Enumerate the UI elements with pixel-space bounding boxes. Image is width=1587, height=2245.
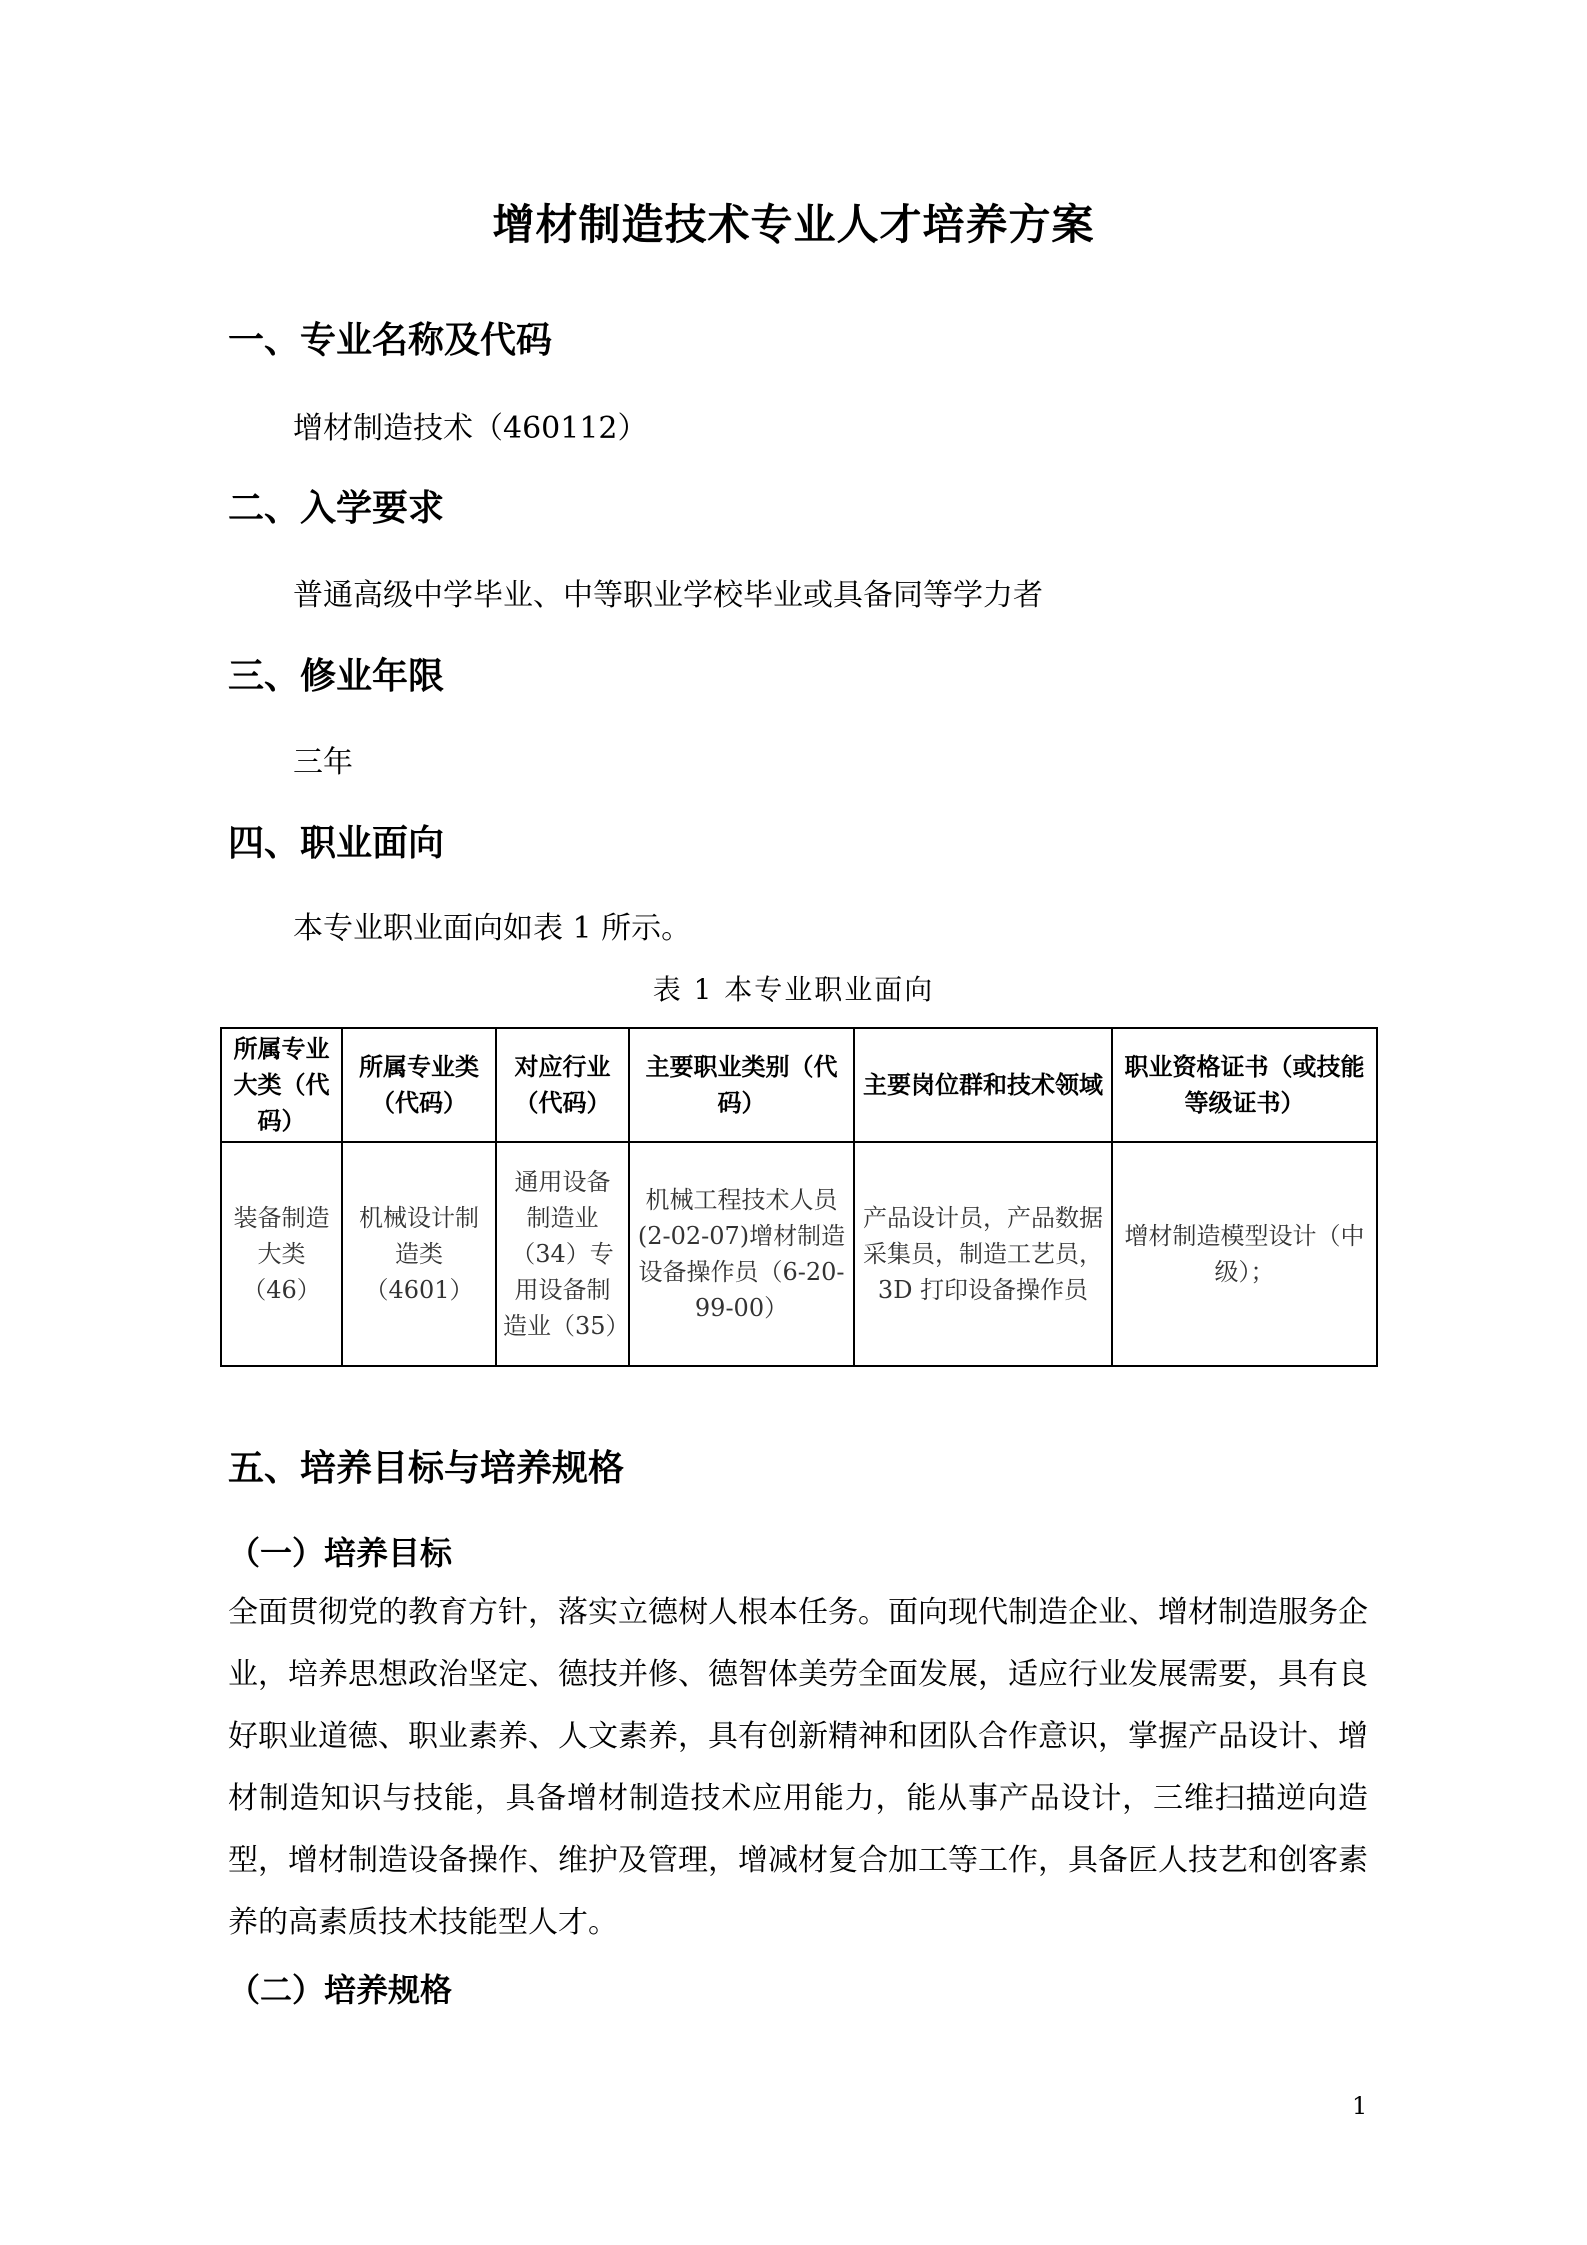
table-cell: 机械设计制造类（4601） (342, 1142, 496, 1366)
section-content-1: 增材制造技术（460112） (293, 411, 648, 446)
table-cell: 装备制造大类（46） (221, 1142, 342, 1366)
table-caption: 表 1 本专业职业面向 (652, 973, 935, 1006)
document-title: 增材制造技术专业人才培养方案 (492, 200, 1095, 249)
table-header-cell: 对应行业（代码） (496, 1028, 629, 1142)
section-heading-5: 五、培养目标与培养规格 (228, 1448, 625, 1489)
table-cell: 增材制造模型设计（中级）； (1112, 1142, 1377, 1366)
goal-paragraph: 全面贯彻党的教育方针，落实立德树人根本任务。面向现代制造企业、增材制造服务企业，培养思想政治坚定、德技并修、德智体美劳全面发展，适应行业发展需要，具有良好职业道德、职业素养、人文素养，具有创新精神和团队合作意识，掌握产品设计、增材制造知识与技能，具备增材制造技术应用能力，能从事产品设计，三维扫描逆向造型，增材制造设备操作、维护及管理，增减材复合加工等工作，具备匠人技艺和创客素养的高素质技术技能型人才。 (228, 1595, 1368, 1940)
career-table (220, 1027, 1378, 1367)
section-content-2: 普通高级中学毕业、中等职业学校毕业或具备同等学力者 (293, 578, 1043, 613)
subsection-heading-goal: （一）培养目标 (228, 1534, 453, 1572)
section-content-4: 本专业职业面向如表 1 所示。 (293, 911, 692, 946)
section-content-3: 三年 (293, 745, 353, 780)
page-number: 1 (1352, 2092, 1368, 2120)
section-heading-4: 四、职业面向 (228, 823, 445, 864)
table-cell: 机械工程技术人员(2-02-07)增材制造设备操作员（6-20-99-00） (629, 1142, 854, 1366)
table-header-cell: 所属专业大类（代码） (221, 1028, 342, 1142)
table-header-cell: 所属专业类（代码） (342, 1028, 496, 1142)
table-header-cell: 主要岗位群和技术领域 (854, 1028, 1112, 1142)
table-cell: 通用设备制造业（34）专用设备制造业（35） (496, 1142, 629, 1366)
section-heading-1: 一、专业名称及代码 (228, 320, 553, 361)
section-heading-3: 三、修业年限 (228, 656, 445, 697)
section-heading-2: 二、入学要求 (228, 488, 445, 529)
table-cell: 产品设计员，产品数据采集员，制造工艺员，3D 打印设备操作员 (854, 1142, 1112, 1366)
table-header-row (221, 1028, 1377, 1142)
table-header-cell: 职业资格证书（或技能等级证书） (1112, 1028, 1377, 1142)
table-header-cell: 主要职业类别（代码） (629, 1028, 854, 1142)
subsection-heading-spec: （二）培养规格 (228, 1971, 453, 2009)
table-row (221, 1142, 1377, 1366)
